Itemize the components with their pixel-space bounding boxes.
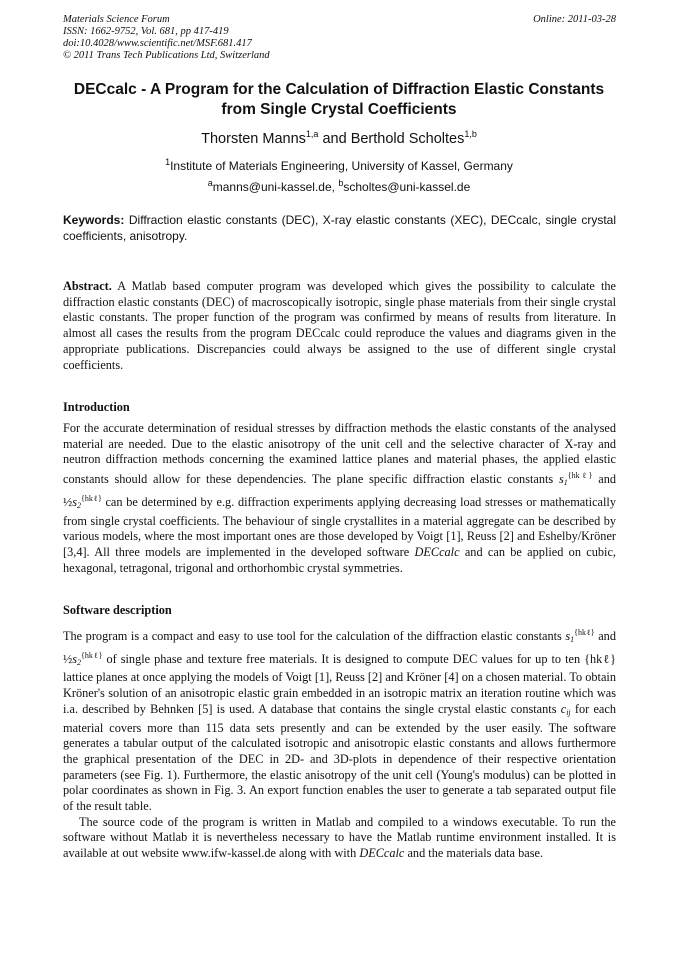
software-paragraph [63,625,616,815]
paragraph-text: for each material covers more than 115 data sets presently and can be extended by the user easily. The software generates a tabular output of the calculated isotropic and anisotropic elastic constants and allows furthermore the graphical presentation of the DEC in 2D- and 3D-plots in dependence of their respective orientation parameters (see Fig. 1). Furthermore, the elastic anisotropy of the unit cell (Young's modulus) can be plotted in polar coordinates as shown in Fig. 3. An export function enables the user to generate a tab separated output file of the result table. [63,701,616,814]
paragraph-text: and [592,472,616,487]
author-list [0,129,678,147]
symbol-superscript: {hkℓ} [567,471,593,481]
affiliation [0,157,678,173]
symbol-superscript: {hkℓ} [574,628,595,637]
title-line-1: DECcalc - A Program for the Calculation of Diffraction Elastic Constants [73,81,605,98]
symbol-subscript: 1 [570,635,575,644]
paragraph-text: The program is a compact and easy to use tool for the calculation of the diffraction elastic constants [63,629,566,643]
paragraph-text: and [594,629,616,643]
author-emails [0,178,678,194]
symbol-letter: s [72,651,78,666]
symbol-letter: s [72,494,78,509]
email-marker: a [207,178,213,188]
author-affil-marker: 1,a [305,129,319,139]
symbol-half-s2 [63,652,102,666]
email-link[interactable]: scholtes@uni-kassel.de [343,180,471,194]
symbol-letter: c [560,701,567,716]
symbol-superscript: {hkℓ} [81,493,102,503]
software-section [63,625,616,862]
online-date: Online: 2011-03-28 [533,14,616,25]
program-name: DECcalc [414,544,460,559]
author-name: Thorsten Manns [201,130,306,147]
abstract [63,279,616,373]
symbol-subscript: ij [566,707,571,717]
symbol-subscript: 1 [563,478,568,488]
author-conjunction: and [318,130,351,147]
title-line-2: from Single Crystal Coefficients [221,101,457,118]
symbol-letter: s [558,472,564,487]
abstract-label: Abstract. [63,279,112,293]
affiliation-marker: 1 [165,157,171,167]
affiliation-text: Institute of Materials Engineering, University of Kassel, Germany [170,159,513,173]
section-heading-software: Software description [63,603,172,617]
keywords-label: Keywords: [63,213,125,227]
symbol-letter: s [565,629,571,643]
journal-issn: ISSN: 1662-9752, Vol. 681, pp 417-419 [63,26,229,37]
symbol-fraction: ½ [63,494,73,509]
paragraph-text: For the accurate determination of residual stresses by diffraction methods the elastic constants of the analysed material are needed. Due to the elastic anisotropy of the unit cell and the selective character of X-ray and neutron diffraction methods concerning the examined lattice planes and material phases, the applied elastic constants should allow for these dependencies. The plane specific diffraction elastic constants [63,421,616,487]
journal-name: Materials Science Forum [63,14,170,25]
email-marker: b [338,178,344,188]
paper-title [40,80,638,120]
author-affil-marker: 1,b [464,129,477,139]
abstract-text: A Matlab based computer program was developed which gives the possibility to calculate the diffraction elastic constants (DEC) of macroscopically isotropic, single phase materials from their single crystal elastic constants. The proper function of the program was confirmed by means of results from literature. In almost all cases the results from the program DECcalc could reproduce the values and diagrams given in the appropriate publications. Discrepancies could always be assigned to the use of different single crystal coefficients. [63,279,616,372]
paragraph-text: can be determined by e.g. diffraction experiments applying decreasing load stresses or mathematically from single crystal coefficients. The behaviour of single crystallites in a material aggregate can be described by various models, where the most important ones are those developed by Voigt [1], Reuss [2] and Eshelby/Kröner [3,4]. All three models are implemented in the developed software [63,494,616,559]
symbol-subscript: 2 [77,500,82,510]
symbol-half-s2 [63,495,102,509]
journal-copyright: © 2011 Trans Tech Publications Ltd, Switzerland [63,50,270,61]
paragraph-text: of single phase and texture free materials. It is designed to compute DEC values for up to ten {hkℓ} lattice planes at once applying the models of Voigt [1], Reuss [2] and Kröner [4] on a chosen material. To obtain Kröner's solution of an anisotropic elastic grain embedded in an isotropic matrix an iteration routine which was i.a. described by Behnken [5] is used. A database that contains the single crystal elastic constants [63,651,616,716]
keywords [63,212,616,244]
journal-header [63,14,616,62]
symbol-cij [561,702,571,716]
program-name: DECcalc [359,846,405,861]
symbol-s1 [565,629,594,643]
journal-doi: doi:10.4028/www.scientific.net/MSF.681.417 [63,38,252,49]
symbol-s1 [559,472,593,486]
keywords-text: Diffraction elastic constants (DEC), X-ray elastic constants (XEC), DECcalc, single crystal coefficients, anisotropy. [63,213,616,243]
introduction-paragraph [63,421,616,576]
symbol-subscript: 2 [77,657,82,667]
author-name: Berthold Scholtes [350,130,465,147]
symbol-superscript: {hkℓ} [81,650,103,660]
paragraph-text: and can be applied on cubic, hexagonal, tetragonal, trigonal and orthorhombic crystal symmetries. [63,544,616,575]
symbol-fraction: ½ [63,651,73,666]
email-link[interactable]: manns@uni-kassel.de, [212,180,339,194]
section-heading-introduction: Introduction [63,400,130,414]
paragraph-text: and the materials data base. [404,846,544,861]
paragraph-text: The source code of the program is written in Matlab and compiled to a windows executable. To run the software without Matlab it is nevertheless necessary to have the Matlab runtime environment installed. It is available at out website www.ifw-kassel.de along with with [63,814,616,861]
software-paragraph-2 [63,815,616,862]
